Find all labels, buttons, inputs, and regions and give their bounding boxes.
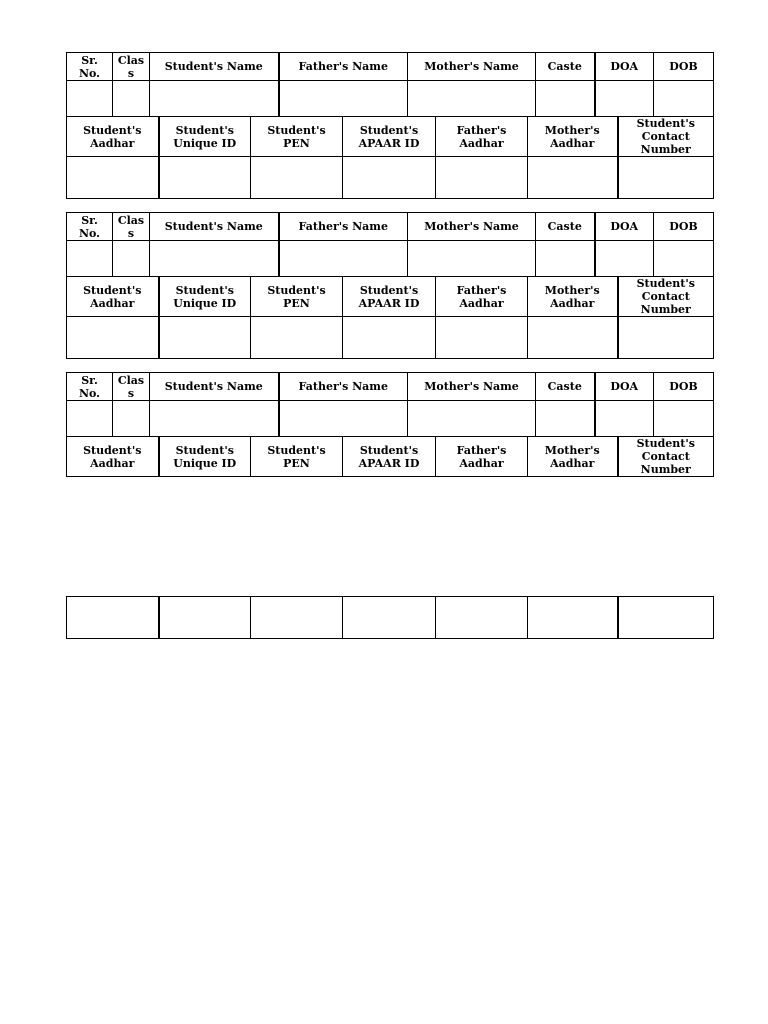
blank-cell — [279, 401, 408, 437]
blank-cell — [67, 597, 159, 639]
blank-cell — [279, 241, 408, 277]
student-info-table-1-bottom — [66, 116, 714, 199]
blank-cell — [67, 241, 113, 277]
blank-cell — [536, 241, 595, 277]
blank-cell — [67, 317, 159, 359]
blank-cell — [159, 317, 251, 359]
blank-cell — [343, 597, 436, 639]
blank-cell — [343, 157, 436, 199]
header-fathers-name: Father's Name — [279, 213, 408, 241]
header-students-contact-number: Student's Contact Number — [618, 277, 714, 317]
header-dob: DOB — [654, 373, 714, 401]
blank-cell — [408, 401, 536, 437]
header-class: Clas s — [113, 213, 150, 241]
header-class: Clas s — [113, 373, 150, 401]
blank-cell — [654, 81, 714, 117]
blank-cell — [618, 317, 714, 359]
header-students-contact-number: Student's Contact Number — [618, 437, 714, 477]
header-students-pen: Student's PEN — [251, 277, 343, 317]
header-mothers-name: Mother's Name — [408, 53, 536, 81]
header-sr-no: Sr. No. — [67, 53, 113, 81]
blank-cell — [408, 241, 536, 277]
header-students-unique-id: Student's Unique ID — [159, 277, 251, 317]
header-students-apaar-id: Student's APAAR ID — [343, 117, 436, 157]
student-info-table-1-top — [66, 52, 714, 117]
blank-cell — [408, 81, 536, 117]
header-mothers-aadhar: Mother's Aadhar — [528, 117, 618, 157]
blank-entry-row — [67, 241, 714, 277]
blank-cell — [113, 241, 150, 277]
blank-cell — [595, 81, 654, 117]
blank-cell — [528, 597, 618, 639]
header-students-pen: Student's PEN — [251, 437, 343, 477]
header-students-apaar-id: Student's APAAR ID — [343, 277, 436, 317]
blank-cell — [654, 241, 714, 277]
header-fathers-aadhar: Father's Aadhar — [436, 277, 528, 317]
header-students-aadhar: Student's Aadhar — [67, 437, 159, 477]
blank-cell — [536, 81, 595, 117]
header-dob: DOB — [654, 53, 714, 81]
blank-cell — [150, 81, 279, 117]
header-mothers-aadhar: Mother's Aadhar — [528, 277, 618, 317]
blank-entry-row — [67, 597, 714, 639]
header-students-name: Student's Name — [150, 53, 279, 81]
header-doa: DOA — [595, 213, 654, 241]
blank-cell — [113, 401, 150, 437]
blank-cell — [536, 401, 595, 437]
student-info-table-3-bottom-header — [66, 436, 714, 477]
blank-cell — [67, 81, 113, 117]
blank-cell — [618, 597, 714, 639]
header-caste: Caste — [536, 213, 595, 241]
blank-cell — [436, 157, 528, 199]
student-info-table-2-top — [66, 212, 714, 277]
header-row — [67, 437, 714, 477]
header-mothers-name: Mother's Name — [408, 213, 536, 241]
header-fathers-name: Father's Name — [279, 373, 408, 401]
blank-cell — [436, 317, 528, 359]
header-row — [67, 373, 714, 401]
header-students-aadhar: Student's Aadhar — [67, 277, 159, 317]
blank-cell — [251, 597, 343, 639]
blank-entry-row — [67, 317, 714, 359]
header-students-pen: Student's PEN — [251, 117, 343, 157]
header-dob: DOB — [654, 213, 714, 241]
student-info-table-3-top — [66, 372, 714, 437]
blank-entry-row — [67, 401, 714, 437]
header-students-apaar-id: Student's APAAR ID — [343, 437, 436, 477]
header-students-unique-id: Student's Unique ID — [159, 117, 251, 157]
blank-cell — [618, 157, 714, 199]
header-doa: DOA — [595, 53, 654, 81]
header-row — [67, 277, 714, 317]
blank-cell — [595, 401, 654, 437]
blank-cell — [654, 401, 714, 437]
blank-cell — [159, 597, 251, 639]
header-mothers-name: Mother's Name — [408, 373, 536, 401]
header-caste: Caste — [536, 53, 595, 81]
blank-cell — [251, 317, 343, 359]
header-fathers-aadhar: Father's Aadhar — [436, 117, 528, 157]
header-students-name: Student's Name — [150, 213, 279, 241]
blank-cell — [150, 241, 279, 277]
blank-cell — [343, 317, 436, 359]
blank-cell — [67, 401, 113, 437]
header-fathers-name: Father's Name — [279, 53, 408, 81]
blank-cell — [279, 81, 408, 117]
blank-cell — [150, 401, 279, 437]
header-sr-no: Sr. No. — [67, 373, 113, 401]
header-sr-no: Sr. No. — [67, 213, 113, 241]
header-mothers-aadhar: Mother's Aadhar — [528, 437, 618, 477]
header-students-aadhar: Student's Aadhar — [67, 117, 159, 157]
blank-cell — [436, 597, 528, 639]
header-class: Clas s — [113, 53, 150, 81]
blank-cell — [113, 81, 150, 117]
header-students-name: Student's Name — [150, 373, 279, 401]
header-row — [67, 53, 714, 81]
blank-cell — [159, 157, 251, 199]
header-students-unique-id: Student's Unique ID — [159, 437, 251, 477]
header-doa: DOA — [595, 373, 654, 401]
blank-entry-row — [67, 157, 714, 199]
header-caste: Caste — [536, 373, 595, 401]
blank-cell — [528, 317, 618, 359]
blank-cell — [595, 241, 654, 277]
blank-cell — [251, 157, 343, 199]
header-row — [67, 117, 714, 157]
header-students-contact-number: Student's Contact Number — [618, 117, 714, 157]
blank-cell — [528, 157, 618, 199]
student-info-table-2-bottom — [66, 276, 714, 359]
header-row — [67, 213, 714, 241]
blank-entry-row — [67, 81, 714, 117]
student-info-table-3-bottom-blank — [66, 596, 714, 639]
header-fathers-aadhar: Father's Aadhar — [436, 437, 528, 477]
blank-cell — [67, 157, 159, 199]
